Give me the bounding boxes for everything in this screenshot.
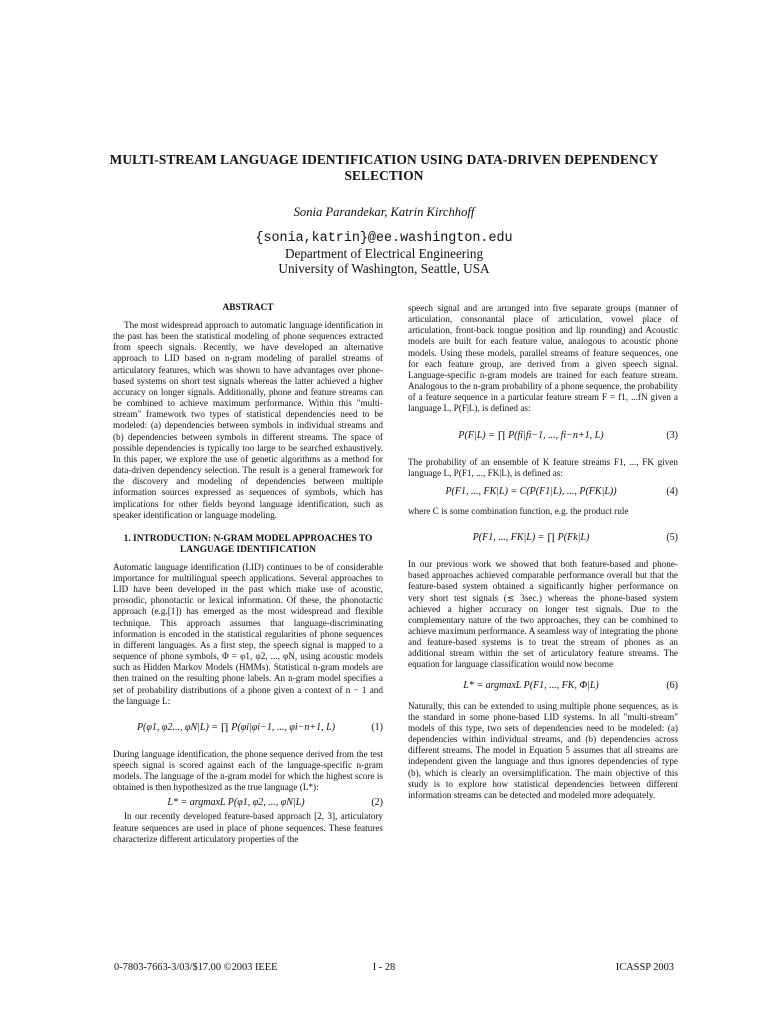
equation-4-body: P(F1, ..., FK|L) = C(P(F1|L), ..., P(FK|L)) <box>445 486 617 498</box>
footer-page-number: I - 28 <box>372 962 396 973</box>
equation-1-body: P(φ1, φ2..., φN|L) = ∏ P(φi|φi−1, ..., φi−n+1, L) <box>136 722 336 734</box>
equation-6-body: L* = argmaxL P(F1, ..., FK, Φ|L) <box>463 680 599 692</box>
equation-4-number: (4) <box>666 486 678 498</box>
abstract-heading: ABSTRACT <box>222 303 274 313</box>
equation-3-body: P(F|L) = ∏ P(fi|fi−1, ..., fi−n+1, L) <box>458 429 604 441</box>
paper-authors: Sonia Parandekar, Katrin Kirchhoff <box>293 205 475 219</box>
intro-paragraph-3: In our recently developed feature-based approach [2, 3], articulatory feature sequences are used in place of phone sequences. These features characterize different articulatory properties of the <box>113 811 383 844</box>
author-email: {sonia,katrin}@ee.washington.edu <box>255 231 513 246</box>
author-department: Department of Electrical Engineering <box>284 246 484 261</box>
right-paragraph-5: Naturally, this can be extended to using multiple phone sequences, as is the standard in some phone-based LID systems. In all "multi-stream" models of this type, two sets of dependencies need to be modeled: (a) dependencies within individual streams, and (b) dependencies across different streams. The model in Equation 5 assumes that all streams are independent given the language and thus ignores dependencies of type (b), which is clearly an oversimplification. The main objective of this study is to explore how statistical dependencies between different information streams can be detected and modeled more adequately. <box>408 700 678 800</box>
equation-2 <box>113 795 383 809</box>
equation-2-number: (2) <box>371 796 383 808</box>
equation-1-number: (1) <box>371 722 383 734</box>
right-column <box>408 303 678 801</box>
equation-1 <box>113 716 383 740</box>
equation-6 <box>408 678 678 694</box>
equation-5 <box>408 526 678 550</box>
footer-copyright: 0-7803-7663-3/03/$17.00 ©2003 IEEE <box>114 962 278 973</box>
section-heading: 1. INTRODUCTION: N-GRAM MODEL APPROACHES TO LANGUAGE IDENTIFICATION <box>123 533 373 555</box>
equation-3-number: (3) <box>666 429 678 441</box>
intro-paragraph-1: Automatic language identification (LID) continues to be of considerable importance for multilingual speech applications. Several approaches to LID have been developed in the past which make use of acoustic, prosodic, phonotactic or lexical information. Of these, the phonotactic approach (e.g.[1]) has emerged as the most widespread and flexible technique. This approach assumes that language-discriminating information is encoded in the statistical regularities of phone sequences in different languages. As a first step, the speech signal is mapped to a sequence of phone symbols, Φ = φ1, φ2, ..., φN, using acoustic models such as Hidden Markov Models (HMMs). Statistical n-gram models are then trained on the resulting phone labels. An n-gram model specifies a set of probability distributions of a phone given a context of n − 1 and the language L: <box>113 561 383 706</box>
abstract-text: The most widespread approach to automatic language identification in the past has been the statistical modeling of phone sequences extracted from speech signals. Recently, we have developed an alternative approach to LID based on n-gram modeling of parallel streams of articulatory features, which was shown to have advantages over phone-based systems on short test signals whereas the latter achieved a higher accuracy on longer signals. Additionally, phone and feature streams can be combined to achieve maximum performance. Within this "multi-stream" framework two types of statistical dependencies need to be modeled: (a) dependencies between symbols in individual streams and (b) dependencies between symbols in different streams. The space of possible dependencies is typically too large to be searched exhaustively. In this paper, we explore the use of genetic algorithms as a method for data-driven dependency selection. The result is a general framework for the discovery and modeling of dependencies between multiple information sources expressed as sequences of symbols, which has implications for other fields beyond language identification, such as speaker identification or language modeling. <box>113 320 383 520</box>
equation-3 <box>408 424 678 448</box>
equation-6-number: (6) <box>666 680 678 692</box>
author-university: University of Washington, Seattle, USA <box>278 261 490 276</box>
equation-2-body: L* = argmaxL P(φ1, φ2, ..., φN|L) <box>167 796 305 808</box>
equation-5-number: (5) <box>666 532 678 544</box>
equation-5-body: P(F1, ..., FK|L) = ∏ P(Fk|L) <box>472 532 590 544</box>
left-column <box>113 303 383 845</box>
equation-4 <box>408 484 678 500</box>
paper-title: MULTI-STREAM LANGUAGE IDENTIFICATION USING DATA-DRIVEN DEPENDENCY SELECTION <box>109 152 659 183</box>
right-paragraph-3: where C is some combination function, e.g. the product rule <box>408 505 629 516</box>
right-paragraph-2: The probability of an ensemble of K feature streams F1, ..., FK given language L, P(F1, ..., FK|L), is defined as: <box>408 456 678 478</box>
intro-paragraph-2: During language identification, the phone sequence derived from the test speech signal is scored against each of the language-specific n-gram models. The language of the n-gram model for which the highest score is obtained is then hypothesized as the true language (L*): <box>113 748 383 793</box>
footer-conference: ICASSP 2003 <box>615 962 674 973</box>
right-paragraph-4: In our previous work we showed that both feature-based and phone-based approaches achieved comparable performance overall but that the feature-based system obtained a significantly higher performance on very short test signals (≲ 3sec.) whereas the phone-based system achieved a higher accuracy on longer test signals. Due to the complementary nature of the two approaches, they can be combined to achieve maximum performance. A seamless way of integrating the phone and feature-based systems is to treat the stream of phones as an additional stream within the set of articulatory feature streams. The equation for language classification would now become <box>408 559 678 670</box>
right-paragraph-1: speech signal and are arranged into five separate groups (manner of articulation, consonantal place of articulation, vowel place of articulation, front-back tongue position and lip rounding) and Acoustic models are built for each feature value, analogous to acoustic phone models. Using these models, parallel streams of feature sequences, one for each feature group, are derived from a given speech signal. Language-specific n-gram models are trained for each feature stream. Analogous to the n-gram probability of a phone sequence, the probability of a feature sequence in a particular feature stream F = f1, ...fN given a language L, P(F|L), is defined as: <box>408 303 678 414</box>
